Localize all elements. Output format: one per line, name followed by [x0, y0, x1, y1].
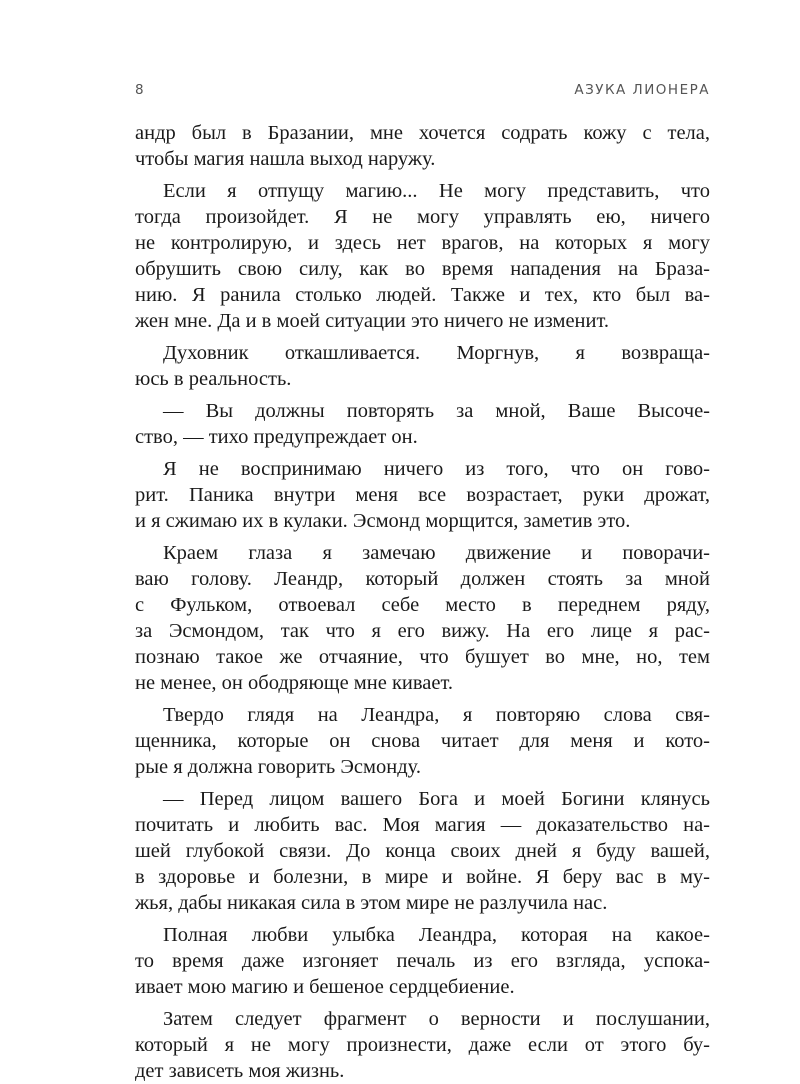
text-line: шей глубокой связи. До конца своих дней я буду вашей,	[135, 840, 710, 862]
text-line: жья, дабы никакая сила в этом мире не разлучила нас.	[135, 892, 608, 914]
text-line: рые я должна говорить Эсмонду.	[135, 756, 421, 778]
text-line: — Перед лицом вашего Бога и моей Богини клянусь	[163, 788, 710, 810]
paragraph	[135, 702, 710, 780]
running-head	[135, 82, 710, 102]
paragraph	[135, 922, 710, 1000]
paragraph	[135, 178, 710, 334]
text-line: чтобы магия нашла выход наружу.	[135, 148, 436, 170]
paragraph	[135, 540, 710, 696]
text-line: ваю голову. Леандр, который должен стоять за мной	[135, 568, 710, 590]
text-line: — Вы должны повторять за мной, Ваше Высоче-	[163, 400, 710, 422]
text-line: Затем следует фрагмент о верности и послушании,	[163, 1008, 710, 1030]
text-line: обрушить свою силу, как во время нападения на Браза-	[135, 258, 710, 280]
running-title: АЗУКА ЛИОНЕРА	[574, 82, 710, 98]
text-line: андр был в Бразании, мне хочется содрать кожу с тела,	[135, 122, 710, 144]
text-line: почитать и любить вас. Моя магия — доказательство на-	[135, 814, 710, 836]
text-line: в здоровье и болезни, в мире и войне. Я беру вас в му-	[135, 866, 710, 888]
text-line: то время даже изгоняет печаль из его взгляда, успока-	[135, 950, 710, 972]
paragraph	[135, 340, 710, 392]
text-line: Полная любви улыбка Леандра, которая на какое-	[163, 924, 710, 946]
text-line: познаю такое же отчаяние, что бушует во мне, но, тем	[135, 646, 710, 668]
text-line: ивает мою магию и бешеное сердцебиение.	[135, 976, 515, 998]
text-line: Краем глаза я замечаю движение и поворачи-	[163, 542, 710, 564]
page-number: 8	[135, 82, 146, 98]
text-line: нию. Я ранила столько людей. Также и тех, кто был ва-	[135, 284, 710, 306]
text-line: с Фульком, отвоевал себе место в переднем ряду,	[135, 594, 710, 616]
paragraph	[135, 456, 710, 534]
text-line: который я не могу произнести, даже если от этого бу-	[135, 1034, 710, 1056]
paragraph	[135, 120, 710, 172]
text-line: ство, — тихо предупреждает он.	[135, 426, 418, 448]
paragraph	[135, 398, 710, 450]
text-line: Твердо глядя на Леандра, я повторяю слова свя-	[163, 704, 710, 726]
text-line: и я сжимаю их в кулаки. Эсмонд морщится, заметив это.	[135, 510, 631, 532]
text-line: тогда произойдет. Я не могу управлять ею, ничего	[135, 206, 710, 228]
text-line: Если я отпущу магию... Не могу представить, что	[163, 180, 710, 202]
text-line: щенника, которые он снова читает для меня и кото-	[135, 730, 710, 752]
text-line: рит. Паника внутри меня все возрастает, руки дрожат,	[135, 484, 710, 506]
text-line: Я не воспринимаю ничего из того, что он гово-	[163, 458, 710, 480]
paragraph	[135, 786, 710, 916]
paragraph	[135, 1006, 710, 1084]
body-text	[135, 120, 710, 1084]
text-line: за Эсмондом, так что я его вижу. На его лице я рас-	[135, 620, 710, 642]
text-line: юсь в реальность.	[135, 368, 292, 390]
text-line: не менее, он ободряюще мне кивает.	[135, 672, 454, 694]
text-line: жен мне. Да и в моей ситуации это ничего не изменит.	[135, 310, 610, 332]
text-line: не контролирую, и здесь нет врагов, на которых я могу	[135, 232, 710, 254]
text-line: Духовник откашливается. Моргнув, я возвраща-	[163, 342, 710, 364]
text-line: дет зависеть моя жизнь.	[135, 1060, 345, 1082]
